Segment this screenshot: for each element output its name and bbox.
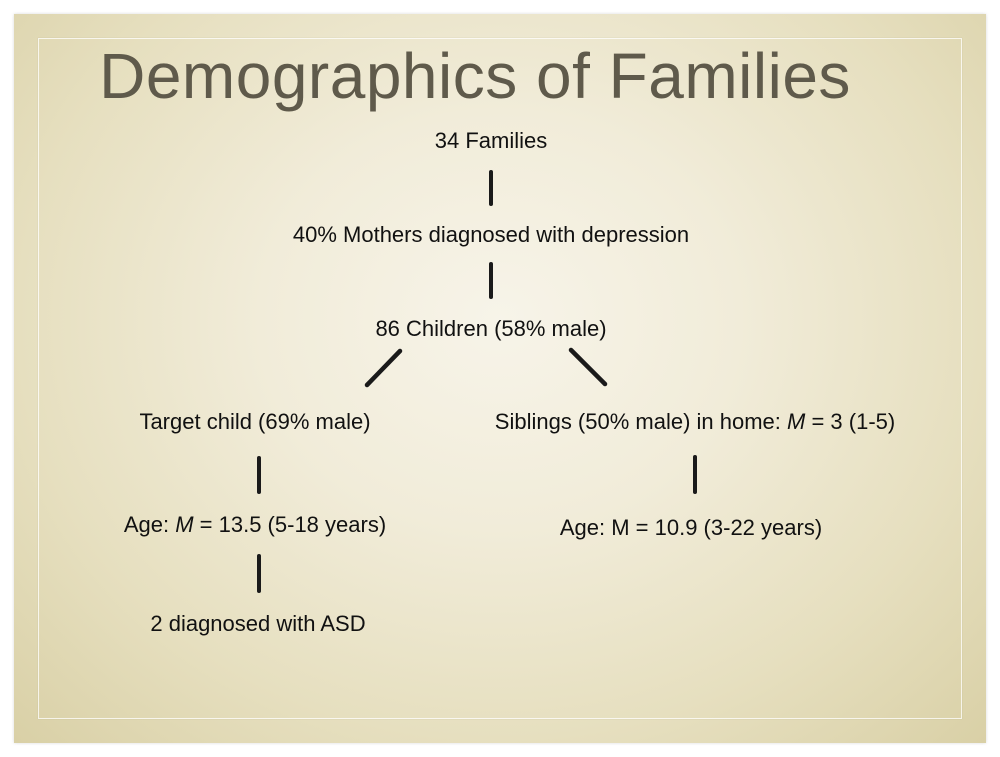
node-target-age: [124, 511, 386, 539]
node-target-child: Target child (69% male): [139, 409, 371, 434]
target-age-prefix: Age:: [123, 512, 176, 537]
node-siblings: [495, 408, 895, 436]
siblings-text-prefix: Siblings (50% male) in home:: [494, 409, 788, 434]
siblings-mean-symbol: M: [787, 409, 806, 434]
node-families: 34 Families: [434, 128, 548, 153]
node-mothers-depression: 40% Mothers diagnosed with depression: [292, 222, 690, 247]
page-title: Demographics of Families: [99, 40, 851, 112]
target-age-suffix: = 13.5 (5-18 years): [193, 512, 387, 537]
target-age-mean-symbol: M: [175, 512, 194, 537]
node-sibling-age: Age: M = 10.9 (3-22 years): [559, 515, 823, 540]
siblings-text-suffix: = 3 (1-5): [805, 409, 896, 434]
node-children: 86 Children (58% male): [375, 316, 607, 341]
node-asd-diagnosed: 2 diagnosed with ASD: [150, 611, 366, 636]
